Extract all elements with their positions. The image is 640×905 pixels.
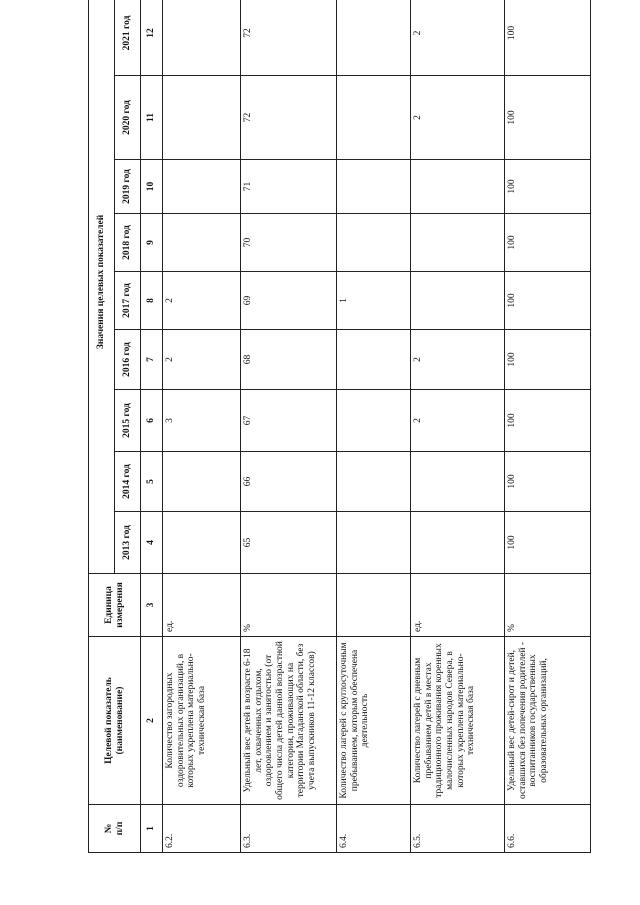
header-values-group: Значения целевых показателей <box>89 0 115 574</box>
value-cell: 72 <box>241 76 337 160</box>
value-cell: 100 <box>505 214 591 272</box>
value-cell <box>411 452 505 512</box>
column-number: 2 <box>141 637 163 805</box>
column-number: 9 <box>141 214 163 272</box>
indicator-name: Удельный вес детей-сирот и детей, оставшихся без попечения родителей - воспитанников государственных образовательных организаций, <box>505 637 591 805</box>
value-cell: 72 <box>241 0 337 76</box>
column-number: 5 <box>141 452 163 512</box>
value-cell: 100 <box>505 390 591 452</box>
table-row <box>337 0 411 853</box>
value-cell: 100 <box>505 160 591 214</box>
header-year: 2019 год <box>115 160 141 214</box>
value-cell <box>337 330 411 390</box>
value-cell <box>163 512 241 574</box>
header-num: № п/п <box>89 805 141 853</box>
value-cell: 70 <box>241 214 337 272</box>
value-cell: 2 <box>411 390 505 452</box>
table-row <box>241 0 337 853</box>
value-cell <box>163 76 241 160</box>
value-cell <box>411 160 505 214</box>
value-cell <box>163 452 241 512</box>
column-number: 3 <box>141 574 163 637</box>
value-cell <box>337 512 411 574</box>
value-cell: 2 <box>163 330 241 390</box>
value-cell: 66 <box>241 452 337 512</box>
value-cell <box>163 0 241 76</box>
column-number: 12 <box>141 0 163 76</box>
unit-cell <box>337 574 411 637</box>
row-number: 6.2. <box>163 805 241 853</box>
indicator-name: Количество загородных оздоровительных организаций, в которых укреплена материально-техническая база <box>163 637 241 805</box>
value-cell: 100 <box>505 452 591 512</box>
unit-cell: ед. <box>163 574 241 637</box>
value-cell: 2 <box>163 272 241 330</box>
header-year: 2015 год <box>115 390 141 452</box>
value-cell <box>337 452 411 512</box>
rotated-page <box>88 0 570 853</box>
header-row-1 <box>89 0 115 853</box>
header-year: 2021 год <box>115 0 141 76</box>
row-number: 6.4. <box>337 805 411 853</box>
value-cell: 67 <box>241 390 337 452</box>
column-number: 1 <box>141 805 163 853</box>
unit-cell: ед. <box>411 574 505 637</box>
value-cell: 100 <box>505 330 591 390</box>
value-cell <box>337 76 411 160</box>
value-cell: 3 <box>163 390 241 452</box>
header-year: 2018 год <box>115 214 141 272</box>
value-cell <box>337 0 411 76</box>
value-cell: 2 <box>411 330 505 390</box>
header-year: 2014 год <box>115 452 141 512</box>
column-number: 8 <box>141 272 163 330</box>
value-cell: 69 <box>241 272 337 330</box>
value-cell <box>411 214 505 272</box>
value-cell: 100 <box>505 0 591 76</box>
table-row <box>411 0 505 853</box>
indicator-name: Количество лагерей с дневным пребыванием детей в местах традиционного проживания коренных малочисленных народов Севера, в которых укреплена материально-техническая база <box>411 637 505 805</box>
value-cell <box>411 272 505 330</box>
column-number: 6 <box>141 390 163 452</box>
value-cell: 100 <box>505 76 591 160</box>
header-year: 2016 год <box>115 330 141 390</box>
value-cell: 100 <box>505 512 591 574</box>
value-cell: 65 <box>241 512 337 574</box>
header-year: 2020 год <box>115 76 141 160</box>
row-number: 6.6. <box>505 805 591 853</box>
value-cell <box>163 160 241 214</box>
table-row <box>163 0 241 853</box>
header-year: 2013 год <box>115 512 141 574</box>
indicators-table <box>88 0 591 853</box>
value-cell: 100 <box>505 272 591 330</box>
value-cell <box>337 390 411 452</box>
column-number: 11 <box>141 76 163 160</box>
value-cell: 2 <box>411 76 505 160</box>
header-row-col-numbers <box>141 0 163 853</box>
column-number: 4 <box>141 512 163 574</box>
value-cell: 2 <box>411 0 505 76</box>
header-unit: Единица измерения <box>89 574 141 637</box>
indicator-name: Удельный вес детей в возрасте 6-18 лет, охваченных отдыхом, оздоровлением и занятостью (от общего числа детей данной возрастной категории, проживающих на территории Магаданской области, без учета выпускников 11-12 классов) <box>241 637 337 805</box>
value-cell: 71 <box>241 160 337 214</box>
unit-cell: % <box>505 574 591 637</box>
value-cell <box>337 214 411 272</box>
header-indicator: Целевой показатель (наименование) <box>89 637 141 805</box>
unit-cell: % <box>241 574 337 637</box>
value-cell: 68 <box>241 330 337 390</box>
column-number: 7 <box>141 330 163 390</box>
column-number: 10 <box>141 160 163 214</box>
value-cell <box>163 214 241 272</box>
header-year: 2017 год <box>115 272 141 330</box>
indicator-name: Количество лагерей с круглосуточным пребыванием, которым обеспечена деятельность <box>337 637 411 805</box>
table-row <box>505 0 591 853</box>
value-cell <box>337 160 411 214</box>
value-cell <box>411 512 505 574</box>
row-number: 6.3. <box>241 805 337 853</box>
row-number: 6.5. <box>411 805 505 853</box>
value-cell: 1 <box>337 272 411 330</box>
